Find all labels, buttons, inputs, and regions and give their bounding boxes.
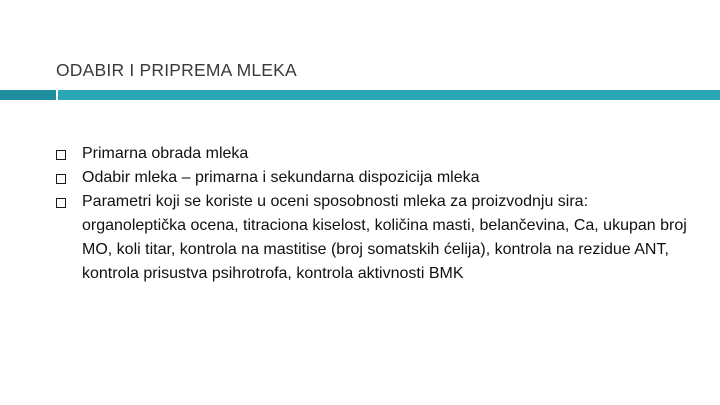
bullet-text: Parametri koji se koriste u oceni sposobnosti mleka za proizvodnju sira: organoleptička ocena, titraciona kiselost, količina masti, belančevina, Ca, ukupan broj MO, koli titar, kontrola na mastitise (broj somatskih ćelija), kontrola na rezidue ANT, kontrola prisustva psihrotrofa, kontrola aktivnosti BMK	[82, 193, 687, 282]
accent-bar-left	[0, 90, 56, 100]
square-outline-icon	[56, 198, 66, 208]
square-outline-icon	[56, 174, 66, 184]
bullet-item	[56, 142, 696, 166]
bullet-text: Odabir mleka – primarna i sekundarna dispozicija mleka	[82, 169, 480, 186]
bullet-item	[56, 190, 696, 286]
bullet-list	[56, 142, 696, 286]
square-outline-icon	[56, 150, 66, 160]
title-accent-bar	[0, 90, 720, 100]
slide-title: ODABIR I PRIPREMA MLEKA	[56, 60, 297, 80]
bullet-item	[56, 166, 696, 190]
bullet-text: Primarna obrada mleka	[82, 145, 249, 162]
accent-bar-right	[58, 90, 720, 100]
